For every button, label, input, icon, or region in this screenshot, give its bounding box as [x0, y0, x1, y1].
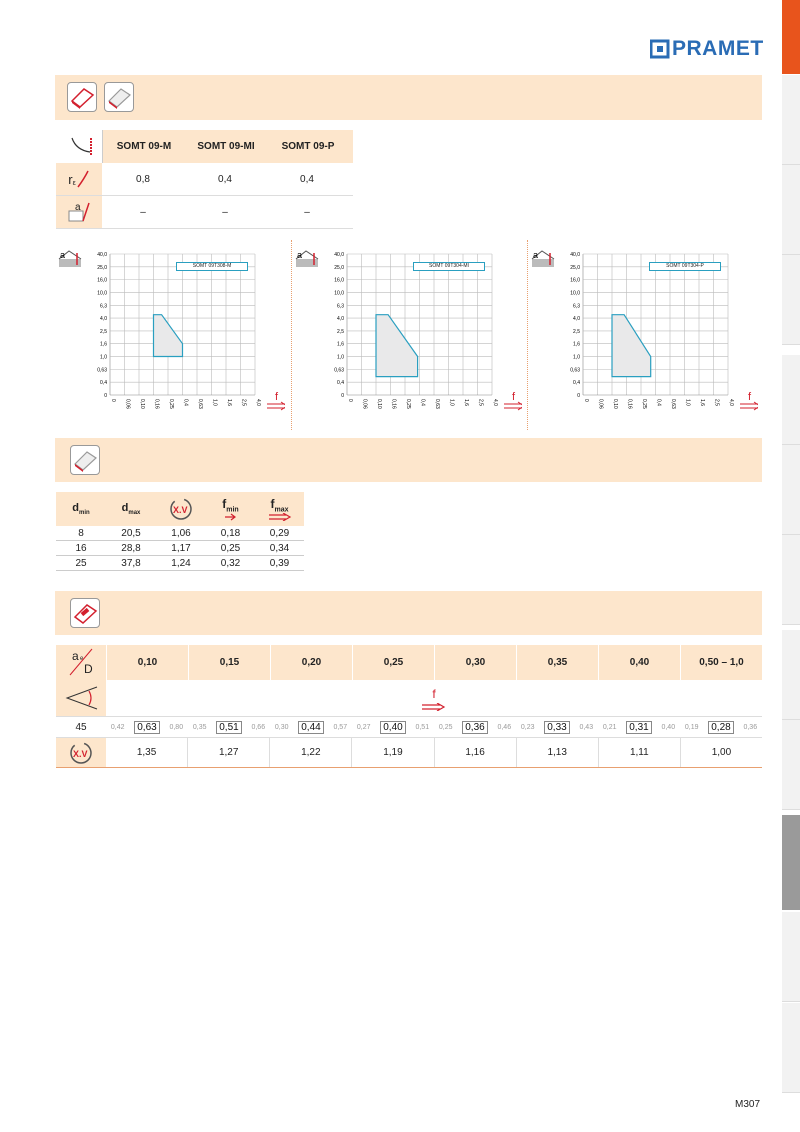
- cell: 0,29: [269, 527, 290, 539]
- cell: 28,8: [121, 542, 141, 554]
- x-tick-label: 0,10: [139, 399, 145, 409]
- insert-table-header: [56, 130, 353, 163]
- f-arrow-icon: [740, 402, 758, 410]
- feed-columns: [107, 645, 762, 680]
- xv-cell: 1,00: [711, 747, 732, 758]
- y-tick-label: 1,6: [337, 341, 344, 348]
- feed-limit: 0,25: [438, 723, 453, 731]
- col-header: 0,20: [271, 645, 353, 680]
- cell: 0,8: [136, 173, 150, 185]
- side-tab: [782, 912, 800, 1002]
- cell: 0,34: [269, 542, 290, 554]
- side-tab: [782, 1003, 800, 1093]
- feed-group: [434, 721, 516, 734]
- diameter-table: [56, 492, 304, 571]
- cell: 37,8: [121, 557, 141, 569]
- feed-limit: 0,35: [192, 723, 207, 731]
- f-axis-label: f: [512, 391, 516, 403]
- xv-row: [56, 738, 762, 768]
- y-tick-label: 0,4: [100, 380, 107, 387]
- feed-group: [680, 721, 762, 734]
- x-tick-label: 0: [347, 399, 353, 402]
- corner-radius-icon: r ε: [56, 163, 102, 195]
- y-tick-label: 25,0: [334, 264, 344, 271]
- x-tick-label: 0,63: [670, 399, 676, 409]
- x-tick-label: 0,06: [124, 399, 131, 409]
- x-tick-label: 1,6: [699, 399, 705, 406]
- cell: 0,4: [300, 173, 314, 185]
- y-tick-label: 2,5: [337, 328, 344, 335]
- feed-values-row: [56, 717, 762, 738]
- x-tick-label: 0,06: [597, 399, 604, 409]
- y-tick-label: 1,0: [337, 354, 344, 361]
- col-header: SOMT 09-P: [281, 141, 335, 152]
- side-tab: [782, 255, 800, 345]
- row-corner-radius: [56, 163, 353, 196]
- f-indicator: f: [106, 685, 762, 711]
- cell: 25: [75, 557, 87, 569]
- y-tick-label: 1,0: [100, 354, 107, 361]
- insert-table: [56, 130, 353, 229]
- rotation-icon: [68, 740, 94, 766]
- diameter-table-body: [56, 526, 304, 571]
- x-tick-label: 2,5: [713, 399, 720, 406]
- cell: 1,06: [171, 527, 191, 539]
- cell: 8: [78, 527, 84, 539]
- feed-recommended: 0,51: [216, 721, 241, 734]
- y-tick-label: 10,0: [334, 290, 344, 297]
- y-tick-label: 6,3: [337, 303, 344, 310]
- insert-mount-icon: [67, 82, 97, 112]
- xv-cell: 1,11: [599, 738, 681, 767]
- y-tick-label: 2,5: [100, 328, 107, 335]
- cell: 20,5: [121, 527, 141, 539]
- feed-recommended: 0,36: [462, 721, 487, 734]
- feed-recommended: 0,33: [544, 721, 569, 734]
- feed-group: [516, 721, 598, 734]
- y-axis-symbol: a: [533, 250, 539, 260]
- y-axis-symbol: a: [60, 250, 66, 260]
- section-band-2: [55, 438, 762, 482]
- grey-side-tab: [782, 815, 800, 910]
- feed-limit: 0,43: [579, 723, 594, 731]
- side-tab: [782, 535, 800, 625]
- x-tick-label: 0,16: [390, 399, 397, 409]
- rotation-cell: [56, 738, 106, 767]
- corner-icon: [56, 130, 103, 163]
- x-tick-label: 1,6: [463, 399, 469, 406]
- x-tick-label: 0,4: [182, 399, 189, 406]
- cell: 16: [75, 542, 87, 554]
- cell: 0,39: [269, 557, 290, 569]
- cell: 1,24: [171, 557, 191, 569]
- cell: 0,32: [220, 557, 241, 569]
- y-tick-label: 1,6: [573, 341, 580, 348]
- x-tick-label: 2,5: [477, 399, 484, 406]
- application-area: [376, 315, 418, 377]
- side-tab: [782, 165, 800, 255]
- feed-table-header: [56, 645, 762, 680]
- side-tab: [782, 720, 800, 810]
- angle-value: 45: [75, 721, 87, 733]
- xv-values: [106, 738, 762, 767]
- svg-text:a: a: [75, 202, 81, 213]
- page-number: M307: [735, 1099, 761, 1110]
- f-axis-label: f: [275, 391, 279, 403]
- feed-recommended: 0,31: [626, 721, 651, 734]
- xv-cell: 1,13: [517, 738, 599, 767]
- y-tick-label: 16,0: [334, 277, 344, 284]
- f-axis-label: f: [748, 391, 752, 403]
- feed-limit: 0,27: [356, 723, 371, 731]
- feed-limit: 0,66: [251, 723, 266, 731]
- feed-limit: 0,46: [497, 723, 512, 731]
- y-tick-label: 0,4: [573, 380, 580, 387]
- svg-text:X.V: X.V: [73, 748, 88, 759]
- y-tick-label: 40,0: [97, 252, 107, 258]
- feed-recommended: 0,40: [380, 721, 405, 734]
- feed-limit: 0,36: [743, 723, 758, 731]
- pramet-logo-icon: [650, 39, 670, 59]
- side-tab: [782, 75, 800, 165]
- chart-title: SOMT 09T304-P: [649, 262, 721, 271]
- diameter-table-header: [56, 492, 304, 526]
- f-arrow-icon: [504, 402, 522, 410]
- insert-mount-icon-2: [104, 82, 134, 112]
- feed-f-row: [56, 680, 762, 717]
- depth-axis-icon: [296, 250, 318, 267]
- x-tick-label: 0: [110, 399, 116, 402]
- col-header: 0,25: [353, 645, 435, 680]
- depth-icon: [56, 196, 102, 228]
- y-tick-label: 40,0: [570, 252, 580, 258]
- chart-divider: [291, 240, 293, 430]
- feed-table: [56, 645, 762, 768]
- feed-depth-chart: [528, 245, 758, 435]
- x-tick-label: 1,6: [226, 399, 232, 406]
- y-tick-label: 0: [104, 393, 107, 399]
- feed-group: [188, 721, 270, 734]
- x-tick-label: 0,06: [361, 399, 368, 409]
- arrow-icon: [224, 513, 238, 521]
- insert-face-icon: [70, 445, 100, 475]
- col-header: 0,50 – 1,0: [699, 657, 744, 668]
- feed-limit: 0,19: [684, 723, 699, 731]
- x-tick-label: 0,63: [197, 399, 203, 409]
- y-tick-label: 0: [577, 393, 580, 399]
- feed-values: [106, 721, 762, 734]
- feed-limit: 0,80: [169, 723, 184, 731]
- col-header: 0,35: [517, 645, 599, 680]
- x-tick-label: 0: [583, 399, 589, 402]
- cell: 0,18: [220, 527, 241, 539]
- y-tick-label: 0,63: [570, 367, 580, 374]
- feed-limit: 0,51: [415, 723, 430, 731]
- section-band-1: [55, 75, 762, 120]
- feed-depth-chart: [55, 245, 285, 435]
- side-tab: [782, 630, 800, 720]
- y-tick-label: 10,0: [97, 290, 107, 297]
- x-tick-label: 1,0: [448, 399, 455, 406]
- x-tick-label: 0,4: [419, 399, 426, 406]
- brand-name: PRAMET: [672, 37, 764, 60]
- svg-text:X.V: X.V: [173, 505, 188, 515]
- x-tick-label: 4,0: [728, 399, 734, 406]
- rotation-icon: [168, 496, 194, 522]
- orange-side-tab: [782, 0, 800, 74]
- feed-group: [352, 721, 434, 734]
- feed-limit: 0,30: [274, 723, 289, 731]
- y-tick-label: 2,5: [573, 328, 580, 335]
- x-tick-label: 1,0: [211, 399, 218, 406]
- dmax-header: $d_{max}$: [121, 501, 141, 517]
- f-arrow-icon: [267, 402, 285, 410]
- y-tick-label: 40,0: [334, 252, 344, 258]
- x-tick-label: 2,5: [240, 399, 247, 406]
- feed-recommended: 0,63: [134, 721, 159, 734]
- y-tick-label: 10,0: [570, 290, 580, 297]
- arrow-icon: [268, 513, 292, 521]
- xv-cell: 1,19: [352, 738, 434, 767]
- cell: –: [140, 206, 146, 218]
- feed-limit: 0,21: [602, 723, 617, 731]
- y-tick-label: 16,0: [97, 277, 107, 284]
- x-tick-label: 1,0: [684, 399, 691, 406]
- x-tick-label: 4,0: [492, 399, 498, 406]
- fmin-header: $f_{min}$: [206, 497, 255, 521]
- ae-d-header: a e D: [56, 645, 107, 680]
- feed-group: [106, 721, 188, 734]
- xv-cell: 1,27: [188, 738, 270, 767]
- feed-limit: 0,42: [110, 723, 125, 731]
- y-tick-label: 6,3: [573, 303, 580, 310]
- x-tick-label: 0,16: [153, 399, 160, 409]
- table-row: [56, 556, 304, 571]
- col-header: SOMT 09-MI: [197, 141, 255, 152]
- y-tick-label: 25,0: [570, 264, 580, 271]
- chart-divider: [527, 240, 529, 430]
- cell: 0,25: [220, 542, 241, 554]
- feed-limit: 0,57: [333, 723, 348, 731]
- col-header: 0,40: [599, 645, 681, 680]
- y-tick-label: 1,6: [100, 341, 107, 348]
- x-tick-label: 0,25: [168, 399, 174, 409]
- cell: –: [222, 206, 228, 218]
- feed-group: [270, 721, 352, 734]
- feed-group: [598, 721, 680, 734]
- y-tick-label: 0,4: [337, 380, 344, 387]
- cell: 0,4: [218, 173, 232, 185]
- x-tick-label: 4,0: [255, 399, 261, 406]
- angle-icon: [56, 680, 106, 716]
- feed-recommended: 0,28: [708, 721, 733, 734]
- chart-title: SOMT 09T304-MI: [413, 262, 485, 271]
- application-area: [612, 315, 651, 377]
- cell: –: [304, 206, 310, 218]
- xv-cell: 1,16: [435, 738, 517, 767]
- xv-cell: 1,22: [270, 738, 352, 767]
- side-tab: [782, 355, 800, 445]
- x-tick-label: 0,63: [434, 399, 440, 409]
- fmax-header: $f_{max}$: [255, 497, 304, 521]
- x-tick-label: 0,10: [376, 399, 382, 409]
- feed-recommended: 0,44: [298, 721, 323, 734]
- y-tick-label: 0,63: [97, 367, 107, 374]
- section-band-3: [55, 591, 762, 635]
- col-header: 0,15: [189, 645, 271, 680]
- y-tick-label: 4,0: [337, 316, 344, 323]
- feed-limit: 0,40: [661, 723, 676, 731]
- y-tick-label: 25,0: [97, 264, 107, 271]
- table-row: [56, 526, 304, 541]
- table-row: [56, 541, 304, 556]
- y-tick-label: 0,63: [334, 367, 344, 374]
- cell: 1,17: [171, 542, 191, 554]
- x-tick-label: 0,10: [612, 399, 618, 409]
- arrow-icon: [421, 703, 447, 711]
- pramet-logo: [650, 38, 764, 60]
- col-header: 0,30: [435, 645, 517, 680]
- feed-limit: 0,23: [520, 723, 535, 731]
- y-tick-label: 1,0: [573, 354, 580, 361]
- depth-axis-icon: [59, 250, 81, 267]
- xv-header: [156, 496, 206, 522]
- feed-depth-chart: [292, 245, 522, 435]
- y-tick-label: 4,0: [573, 316, 580, 323]
- y-tick-label: 4,0: [100, 316, 107, 323]
- dmin-header: $d_{min}$: [72, 501, 90, 517]
- depth-axis-icon: [532, 250, 554, 267]
- col-header: 0,10: [107, 645, 189, 680]
- x-tick-label: 0,4: [655, 399, 662, 406]
- x-tick-label: 0,25: [641, 399, 647, 409]
- insert-slot-icon: [70, 598, 100, 628]
- col-header: SOMT 09-M: [116, 141, 172, 152]
- y-tick-label: 16,0: [570, 277, 580, 284]
- x-tick-label: 0,16: [626, 399, 633, 409]
- y-tick-label: 6,3: [100, 303, 107, 310]
- y-axis-symbol: a: [297, 250, 303, 260]
- x-tick-label: 0,25: [405, 399, 411, 409]
- xv-cell: 1,35: [106, 738, 188, 767]
- row-depth: [56, 196, 353, 229]
- side-tab: [782, 445, 800, 535]
- y-tick-label: 0: [341, 393, 344, 399]
- chart-title: SOMT 09T308-M: [176, 262, 248, 271]
